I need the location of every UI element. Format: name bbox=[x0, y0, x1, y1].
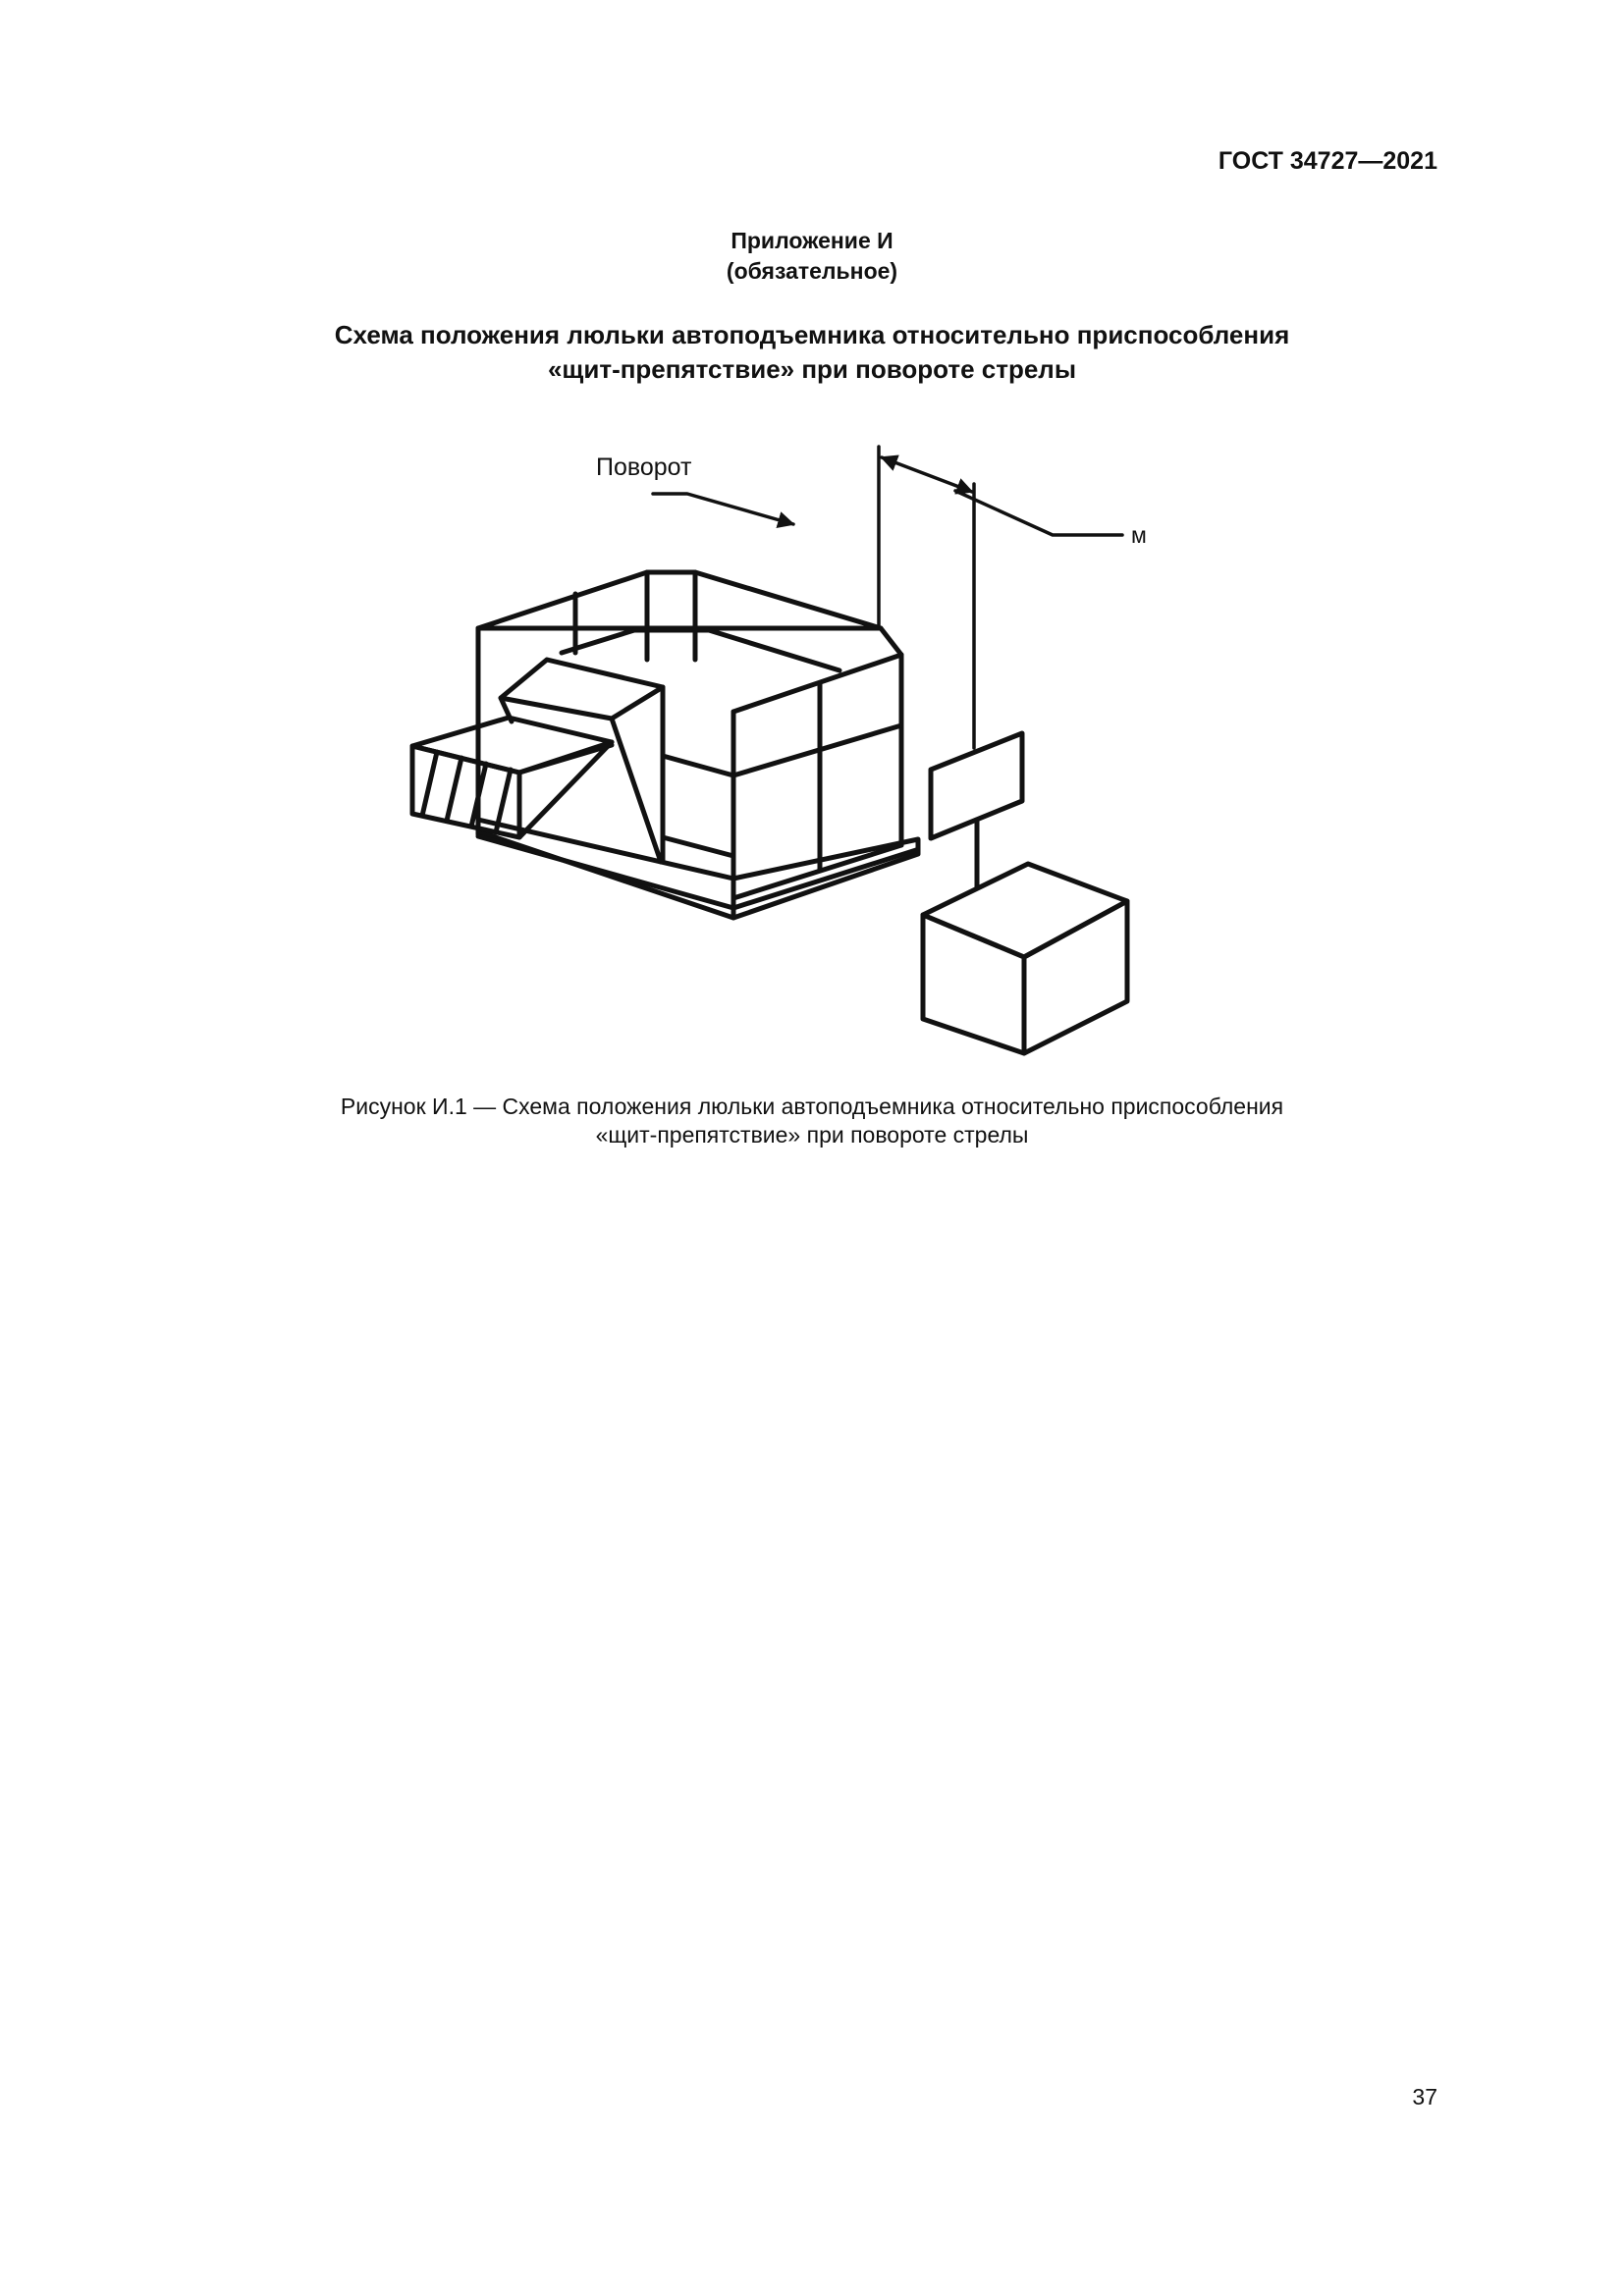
distance-dimension-arrow bbox=[882, 457, 972, 492]
section-title-line-1: Схема положения люльки автоподъемника относительно приспособления bbox=[334, 320, 1290, 349]
page-number: 37 bbox=[1412, 2084, 1437, 2109]
figure-caption-line-2: «щит-препятствие» при повороте стрелы bbox=[595, 1122, 1029, 1148]
section-title-line-2: «щит-препятствие» при повороте стрелы bbox=[547, 354, 1077, 384]
distance-label: м bbox=[1131, 522, 1147, 548]
rotation-arrow bbox=[653, 494, 793, 524]
distance-leader-line bbox=[955, 491, 1122, 535]
standard-code: ГОСТ 34727—2021 bbox=[1218, 147, 1437, 175]
rotation-label: Поворот bbox=[596, 454, 692, 481]
appendix-status: (обязательное) bbox=[726, 258, 898, 284]
shield-base-box bbox=[923, 864, 1127, 1053]
appendix-label: Приложение И bbox=[731, 228, 893, 253]
figure-caption-line-1: Рисунок И.1 — Схема положения люльки автоподъемника относительно приспособления bbox=[340, 1094, 1284, 1119]
basket-platform bbox=[478, 820, 918, 918]
basket-frame bbox=[478, 572, 901, 898]
